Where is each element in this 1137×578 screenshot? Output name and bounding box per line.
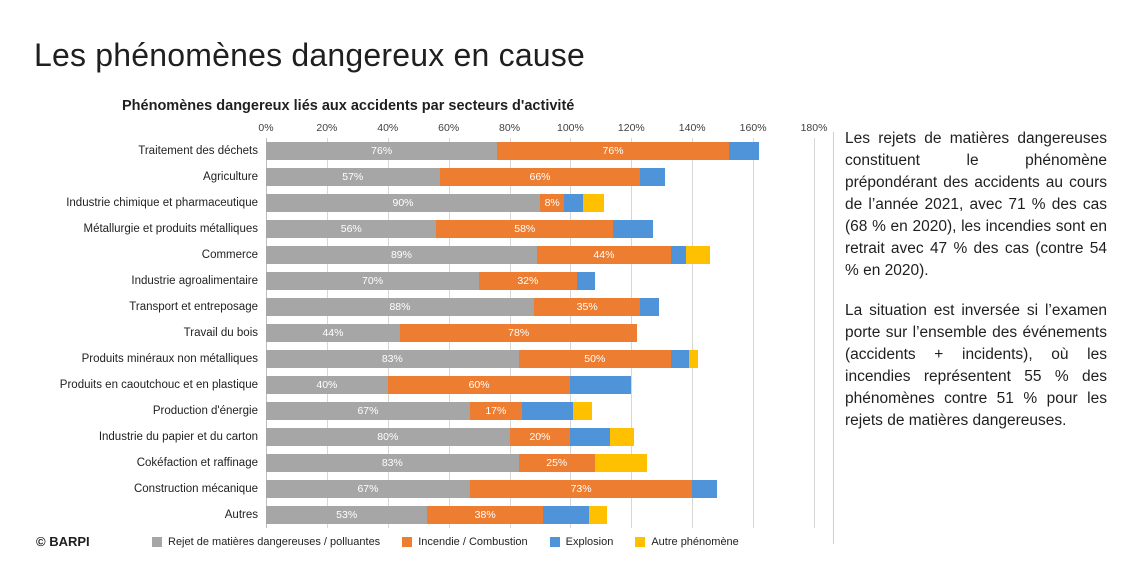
category-label: Industrie du papier et du carton [98, 431, 258, 443]
bar-segment [388, 376, 571, 394]
legend-swatch [635, 537, 645, 547]
bar-segment [540, 194, 564, 212]
category-label: Traitement des déchets [138, 145, 258, 157]
x-axis-tick: 100% [557, 122, 584, 134]
category-label: Métallurgie et produits métalliques [83, 223, 258, 235]
side-text-panel [845, 128, 1107, 450]
bar-segment [266, 246, 537, 264]
legend-label: Explosion [565, 536, 614, 548]
category-label: Production d'énergie [152, 405, 258, 417]
chart-row [129, 295, 814, 319]
category-label: Travail du bois [183, 327, 258, 339]
bar-segment [692, 480, 716, 498]
chart-panel [26, 90, 836, 560]
chart-row [201, 243, 814, 267]
category-label: Autres [224, 509, 258, 521]
legend-swatch [402, 537, 412, 547]
plot-area [59, 138, 814, 528]
bar-segment [470, 402, 522, 420]
x-axis-tick: 20% [316, 122, 338, 134]
bar-segment [266, 324, 400, 342]
bar-segment [266, 272, 479, 290]
legend-label: Incendie / Combustion [418, 536, 528, 548]
category-label: Transport et entreposage [129, 301, 258, 313]
bar-segment [510, 428, 571, 446]
bar-segment [522, 402, 574, 420]
bar-segment [564, 194, 582, 212]
bar-segment [519, 454, 595, 472]
bar-segment [266, 168, 440, 186]
category-label: Cokéfaction et raffinage [136, 457, 258, 469]
bar-segment [266, 506, 427, 524]
chart-row [224, 503, 814, 527]
bar-value-label: 58% [514, 223, 536, 235]
chart-row [59, 373, 814, 397]
bar-segment [640, 168, 664, 186]
chart-row [66, 191, 814, 215]
bar-segment [610, 428, 634, 446]
bar-segment [266, 298, 534, 316]
bar-value-label: 8% [544, 197, 560, 209]
bar-value-label: 44% [593, 249, 615, 261]
x-axis-tick: 180% [800, 122, 828, 134]
legend-swatch [550, 537, 560, 547]
x-axis-tick: 80% [499, 122, 521, 134]
category-label: Industrie chimique et pharmaceutique [66, 197, 258, 209]
bar-value-label: 50% [584, 353, 606, 365]
bar-segment [266, 376, 388, 394]
legend-swatch [152, 537, 162, 547]
bar-segment [671, 246, 686, 264]
bar-value-label: 78% [508, 327, 530, 339]
legend-item [635, 536, 738, 548]
bar-value-label: 32% [517, 275, 539, 287]
bar-value-label: 20% [529, 431, 551, 443]
chart-row [152, 399, 814, 423]
legend-label: Rejet de matières dangereuses / polluantes [168, 536, 381, 548]
category-label: Industrie agroalimentaire [131, 275, 258, 287]
x-axis-tick: 60% [438, 122, 460, 134]
category-label: Commerce [201, 249, 258, 261]
bar-segment [427, 506, 543, 524]
copyright-notice: © BARPI [36, 534, 90, 549]
bar-segment [266, 220, 436, 238]
bar-value-label: 53% [336, 509, 358, 521]
bar-segment [400, 324, 637, 342]
x-axis-tick: 40% [377, 122, 399, 134]
chart-row [81, 347, 814, 371]
bar-segment [470, 480, 692, 498]
chart-row [138, 139, 814, 163]
bar-value-label: 76% [602, 145, 624, 157]
category-label: Construction mécanique [133, 483, 258, 495]
bar-segment [534, 298, 641, 316]
bar-segment [266, 454, 519, 472]
bar-segment [436, 220, 613, 238]
bar-value-label: 83% [381, 457, 403, 469]
bar-value-label: 67% [357, 483, 379, 495]
legend-item [402, 536, 527, 548]
category-label: Produits en caoutchouc et en plastique [59, 379, 258, 391]
bar-value-label: 56% [340, 223, 362, 235]
bar-value-label: 17% [485, 405, 507, 417]
x-axis-tick-labels [258, 122, 828, 136]
bar-segment [577, 272, 595, 290]
bar-segment [266, 402, 470, 420]
bar-segment [573, 402, 591, 420]
chart-row [131, 269, 814, 293]
bar-segment [640, 298, 658, 316]
bar-value-label: 80% [377, 431, 399, 443]
bar-segment [266, 194, 540, 212]
bar-segment [266, 142, 497, 160]
bar-segment [479, 272, 576, 290]
bar-value-label: 66% [529, 171, 551, 183]
bar-segment [589, 506, 607, 524]
bar-value-label: 57% [342, 171, 364, 183]
bar-segment [595, 454, 647, 472]
bar-segment [613, 220, 653, 238]
chart-legend [152, 536, 739, 548]
chart-row [203, 165, 814, 189]
bar-value-label: 25% [546, 457, 568, 469]
bar-segment [583, 194, 604, 212]
chart-row [98, 425, 814, 449]
bar-value-label: 73% [570, 483, 592, 495]
bar-value-label: 89% [390, 249, 412, 261]
bar-value-label: 70% [362, 275, 384, 287]
bar-segment [537, 246, 671, 264]
gridline [814, 138, 815, 528]
bar-segment [729, 142, 759, 160]
bar-value-label: 83% [381, 353, 403, 365]
legend-item [152, 536, 380, 548]
bar-value-label: 35% [576, 301, 598, 313]
bar-value-label: 44% [322, 327, 344, 339]
category-label: Agriculture [203, 171, 258, 183]
chart-title: Phénomènes dangereux liés aux accidents par secteurs d'activité [122, 98, 575, 114]
bar-segment [519, 350, 671, 368]
legend-label: Autre phénomène [651, 536, 739, 548]
bar-segment [570, 428, 610, 446]
bar-value-label: 90% [392, 197, 414, 209]
bar-segment [686, 246, 710, 264]
chart-row [183, 321, 814, 345]
chart-row [136, 451, 814, 475]
bar-segment [266, 350, 519, 368]
category-label: Produits minéraux non métalliques [81, 353, 258, 365]
bar-value-label: 76% [371, 145, 393, 157]
x-axis-tick: 0% [258, 122, 274, 134]
side-paragraph-1: Les rejets de matières dangereuses constituent le phénomène prépondérant des accidents au cours de l’année 2021, avec 71 % des cas (68 % en 2020), les incendies sont en retrait avec 47 % des cas (contre 54 % en 2020). [845, 130, 1107, 279]
bar-value-label: 40% [316, 379, 338, 391]
bar-segment [671, 350, 689, 368]
page-title: Les phénomènes dangereux en cause [34, 37, 586, 74]
bar-segment [689, 350, 698, 368]
vertical-divider [833, 132, 834, 544]
bar-value-label: 38% [474, 509, 496, 521]
bar-value-label: 88% [389, 301, 411, 313]
bar-segment [266, 428, 510, 446]
bar-value-label: 67% [357, 405, 379, 417]
x-axis-tick: 160% [739, 122, 767, 134]
bar-segment [543, 506, 589, 524]
x-axis-tick: 140% [678, 122, 706, 134]
bar-segment [266, 480, 470, 498]
bar-segment [497, 142, 728, 160]
bar-segment [570, 376, 631, 394]
legend-item [550, 536, 614, 548]
side-paragraph-2: La situation est inversée si l’examen porte sur l’ensemble des événements (accidents + incidents), où les incendies représentent 55 % des phénomènes contre 51 % pour les rejets de matières dangereuses. [845, 302, 1107, 429]
x-axis-tick: 120% [617, 122, 645, 134]
chart-row [83, 217, 814, 241]
chart-row [133, 477, 814, 501]
bar-value-label: 60% [468, 379, 490, 391]
bar-segment [440, 168, 641, 186]
